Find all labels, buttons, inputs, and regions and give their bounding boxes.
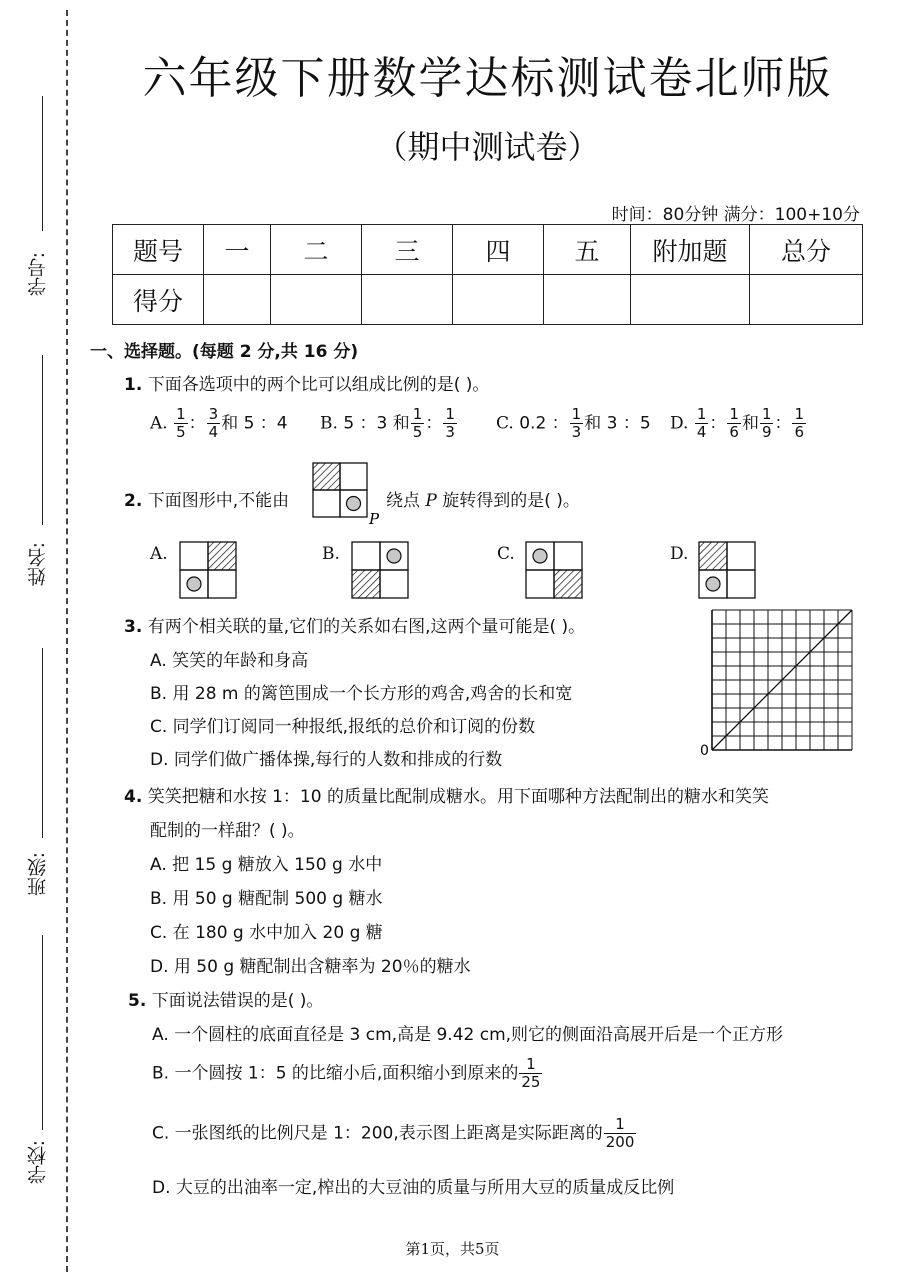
fraction [760,406,774,441]
question-text: 绕点 [386,491,420,511]
q1-option-b [320,406,458,441]
question-text: 有两个相关联的量,它们的关系如右图,这两个量可能是( )。 [147,617,586,637]
question-1 [124,370,489,395]
square [340,463,367,490]
score-table-cell: 五 [544,225,631,275]
option-text: 和 5 ：4 [221,413,288,434]
score-table [112,224,863,325]
score-input-cell[interactable] [631,275,750,325]
denominator: 25 [521,1073,541,1091]
numerator: 1 [761,405,772,423]
question-number: 4. [124,787,143,807]
name-line [42,355,43,525]
q3-option-b: B. 用 28 m 的篱笆围成一个长方形的鸡舍,鸡舍的长和宽 [150,684,573,704]
option-letter: D. [670,413,689,434]
q2-option-a-figure [179,541,237,599]
school-label: 学校: [27,1140,49,1185]
option-letter: B. [320,413,338,434]
q5-option-b [152,1056,543,1091]
q3-option-d: D. 同学们做广播体操,每行的人数和排成的行数 [150,750,503,770]
fraction [519,1056,542,1091]
score-table-cell: 二 [271,225,362,275]
score-input-cell[interactable] [271,275,362,325]
numerator: 1 [519,1056,542,1074]
denominator: 4 [208,423,219,441]
score-input-cell[interactable] [544,275,631,325]
colon: ： [774,413,792,434]
square [727,542,755,570]
question-5 [128,986,323,1011]
denominator: 9 [761,423,772,441]
numerator: 1 [176,405,186,423]
colon: ： [425,413,443,434]
question-4-continued: 配制的一样甜？( )。 [150,821,305,841]
question-4 [124,782,769,807]
colon: ： [188,413,206,434]
hatched-square [699,542,727,570]
q2-option-c-figure [525,541,583,599]
score-table-header-row [113,225,863,275]
denominator: 5 [412,423,423,441]
q5-option-a: A. 一个圆柱的底面直径是 3 cm,高是 9.42 cm,则它的侧面沿高展开后是一个正方形 [152,1025,784,1045]
score-table-cell: 题号 [113,225,204,275]
q4-option-c: C. 在 180 g 水中加入 20 g 糖 [150,923,383,943]
score-table-cell: 附加题 [631,225,750,275]
page-title: 六年级下册数学达标测试卷北师版 [142,53,833,104]
numerator: 1 [445,405,455,423]
question-number: 5. [128,991,147,1011]
q2-reference-figure [312,462,382,526]
question-text: 下面图形中,不能由 [147,491,290,511]
hatched-square [208,542,236,570]
denominator: 6 [794,423,805,441]
numerator: 1 [729,405,739,423]
square [313,490,340,517]
square [727,570,755,598]
question-number: 1. [124,375,143,395]
option-text: 和 3 ：5 [584,413,651,434]
option-text: B. 一个圆按 1：5 的比缩小后,面积缩小到原来的 [152,1063,519,1084]
fraction [695,406,709,441]
question-text: 下面说法错误的是( )。 [151,991,324,1011]
option-letter: C. [496,413,514,434]
hatched-square [554,570,582,598]
option-text: 0.2 ： [519,413,569,434]
circle-marker [706,577,720,591]
q2-option-a-letter: A. [150,544,168,564]
q1-option-d [670,406,807,441]
q2-option-b-letter: B. [322,544,340,564]
q1-option-a [150,406,288,441]
option-text: 和 [741,413,759,434]
numerator: 1 [412,405,423,423]
question-number: 3. [124,617,143,637]
school-line [42,935,43,1130]
fraction [174,406,188,441]
denominator: 5 [176,423,186,441]
question-number: 2. [124,491,143,511]
score-table-cell: 四 [453,225,544,275]
student-id-line [42,96,43,231]
score-input-cell[interactable] [362,275,453,325]
section-heading: 一、选择题。(每题 2 分,共 16 分) [90,342,359,362]
denominator: 4 [696,423,707,441]
circle-marker [387,549,401,563]
fraction [727,406,741,441]
q4-option-a: A. 把 15 g 糖放入 150 g 水中 [150,855,383,875]
name-label: 姓名: [27,542,49,587]
page-subtitle: （期中测试卷） [375,128,600,166]
circle-marker [187,577,201,591]
hatched-square [313,463,340,490]
fraction [411,406,425,441]
score-row-label: 得分 [113,275,204,325]
q2-option-d-figure [698,541,756,599]
option-letter: A. [150,413,168,434]
denominator: 200 [605,1133,635,1151]
question-text: 下面各选项中的两个比可以组成比例的是( )。 [147,375,490,395]
page-number: 第1页，共5页 [405,1240,500,1258]
question-text: 笑笑把糖和水按 1：10 的质量比配制成糖水。用下面哪种方法配制出的糖水和笑笑 [147,787,769,807]
score-input-cell[interactable] [453,275,544,325]
q4-option-b: B. 用 50 g 糖配制 500 g 糖水 [150,889,383,909]
denominator: 3 [571,423,582,441]
fraction [604,1116,637,1151]
score-input-cell[interactable] [750,275,863,325]
option-text: 5 ：3 和 [343,413,410,434]
q5-option-d: D. 大豆的出油率一定,榨出的大豆油的质量与所用大豆的质量成反比例 [152,1178,675,1198]
q1-option-c [496,406,651,441]
square [526,570,554,598]
point-label: P [425,491,437,511]
square [554,542,582,570]
denominator: 6 [729,423,739,441]
q2-option-d-letter: D. [670,544,689,564]
q4-option-d: D. 用 50 g 糖配制出含糖率为 20％的糖水 [150,957,471,977]
origin-label: 0 [700,743,709,758]
q2-option-c-letter: C. [497,544,515,564]
fraction [792,406,806,441]
score-table-cell: 总分 [750,225,863,275]
square [380,570,408,598]
numerator: 1 [696,405,707,423]
denominator: 3 [445,423,455,441]
circle-marker [347,497,361,511]
fraction [570,406,584,441]
square [180,542,208,570]
question-text: 旋转得到的是( )。 [442,491,580,511]
question-3 [124,612,585,637]
q3-option-c: C. 同学们订阅同一种报纸,报纸的总价和订阅的份数 [150,717,536,737]
square [352,542,380,570]
score-table-score-row [113,275,863,325]
point-p-label: P [369,510,380,526]
question-2-part1 [124,486,289,511]
q5-option-c [152,1116,637,1151]
score-table-cell: 一 [204,225,271,275]
numerator: 1 [794,405,805,423]
q3-grid-graph [698,606,856,758]
q2-option-b-figure [351,541,409,599]
colon: ： [709,413,727,434]
hatched-square [352,570,380,598]
circle-marker [533,549,547,563]
question-2-part2 [386,486,580,511]
fraction [207,406,221,441]
q3-option-a: A. 笑笑的年龄和身高 [150,651,309,671]
square [208,570,236,598]
class-label: 班级: [27,852,49,897]
numerator: 1 [604,1116,637,1134]
fraction [443,406,457,441]
binding-dashed-line [66,10,68,1272]
class-line [42,648,43,838]
numerator: 3 [208,405,219,423]
numerator: 1 [571,405,582,423]
student-id-label: 学号: [27,252,49,297]
time-info: 时间：80分钟 满分：100+10分 [611,205,860,225]
option-text: C. 一张图纸的比例尺是 1：200,表示图上距离是实际距离的 [152,1123,603,1144]
score-table-cell: 三 [362,225,453,275]
score-input-cell[interactable] [204,275,271,325]
